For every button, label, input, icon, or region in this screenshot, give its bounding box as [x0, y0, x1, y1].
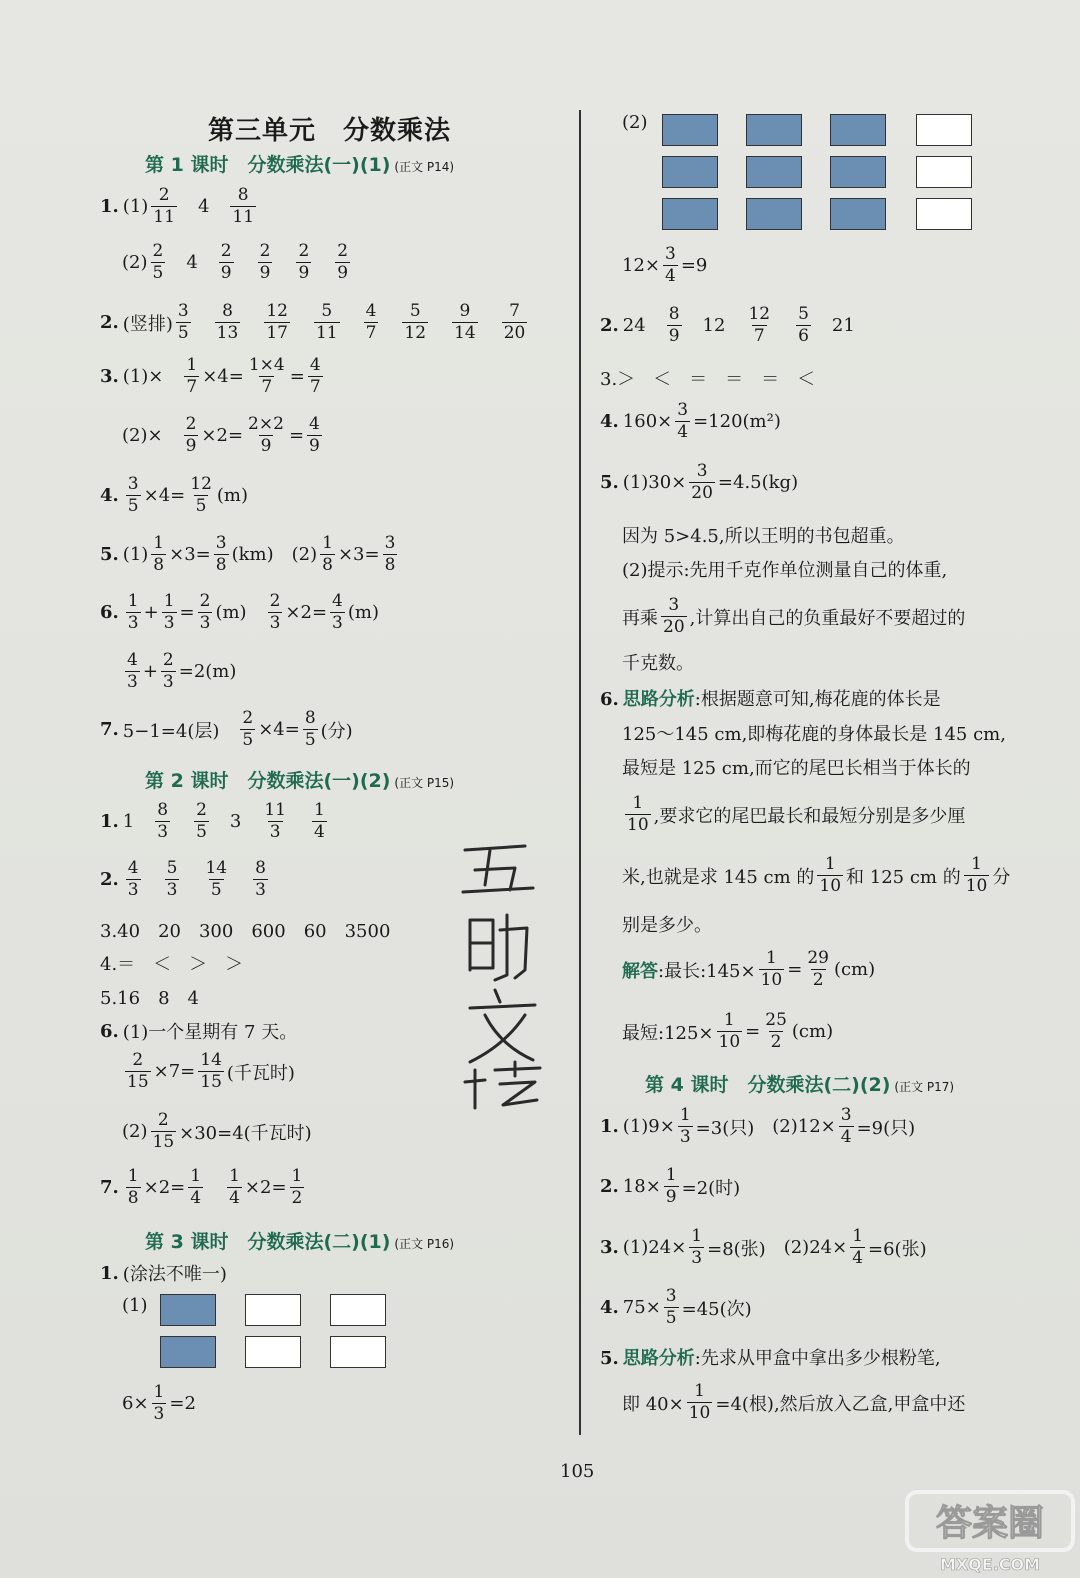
- l3-q5-hint-2: 再乘 $\frac{3}{20}$ ,计算出自己的负重最好不要超过的: [622, 595, 966, 637]
- l2-q4: 4.＝ ＜ ＞ ＞: [100, 954, 244, 975]
- page-number: 105: [560, 1461, 595, 1482]
- shaded-rect: [160, 1336, 216, 1368]
- shaded-rect: [662, 198, 718, 230]
- l1-q1b: (2) $\frac{2}{5}$ 4 $\frac{2}{9}$ $\frac{2}{9}$ $\frac{2}{9}$ $\frac{2}{9}$: [122, 241, 349, 283]
- l2-q7: 7. $\frac{1}{8}$ ×2= $\frac{1}{4}$ $\frac{1}{4}$ ×2= $\frac{1}{2}$: [100, 1166, 303, 1208]
- unshaded-rect: [330, 1336, 386, 1368]
- l3-q2: 2. 24 $\frac{8}{9}$ 12 $\frac{12}{7}$ $\frac{5}{6}$ 21: [600, 304, 855, 346]
- l4-q5-line2: 即 40× $\frac{1}{10}$ =4(根),然后放入乙盒,甲盒中还: [622, 1381, 966, 1423]
- l3-q6-line4: $\frac{1}{10}$ ,要求它的尾巴最长和最短分别是多少厘: [627, 793, 966, 835]
- lesson-1-ref: (正文 P14): [394, 160, 455, 174]
- l3-q5-reason: 因为 5>4.5,所以王明的书包超重。: [622, 526, 905, 547]
- l4-q2: 2. 18× $\frac{1}{9}$ =2(时): [600, 1165, 741, 1207]
- l1-q7: 7. 5−1=4(层) $\frac{2}{5}$ ×4= $\frac{8}{5}$ (分): [100, 708, 353, 750]
- l2-q3: 3.40 20 300 600 60 3500: [100, 921, 391, 942]
- l1-q6a: 6. $\frac{1}{3}$ + $\frac{1}{3}$ = $\frac{2}{3}$ (m) $\frac{2}{3}$ ×2= $\frac{4}{3}$ (m): [100, 591, 379, 633]
- l4-q3: 3. (1)24× $\frac{1}{3}$ =8(张) (2)24× $\frac{1}{4}$ =6(张): [600, 1226, 927, 1268]
- lesson-2-heading: [145, 766, 454, 793]
- shaded-rect: [746, 114, 802, 146]
- l3-q6-line2: 125～145 cm,即梅花鹿的身体最长是 145 cm,: [622, 724, 1006, 745]
- lesson-3-ref: (正文 P16): [394, 1237, 455, 1251]
- unshaded-rect: [330, 1294, 386, 1326]
- lesson-4-heading: [645, 1070, 954, 1097]
- l2-q6a: $\frac{2}{15}$ ×7= $\frac{14}{15}$ (千瓦时): [127, 1050, 295, 1092]
- shaded-rect: [830, 156, 886, 188]
- column-divider: [579, 110, 581, 1435]
- unshaded-rect: [916, 156, 972, 188]
- l3-q6-answer-min: 最短:125× $\frac{1}{10}$ = $\frac{25}{2}$ (cm): [622, 1010, 834, 1052]
- l3-q6-answer-max: 解答 :最长:145× $\frac{1}{10}$ = $\frac{29}{2}$ (cm): [622, 948, 876, 990]
- svg-text:MXQE.COM: MXQE.COM: [939, 1555, 1041, 1574]
- l4-q5-line1: 5. 思路分析:先求从甲盒中拿出多少根粉笔,: [600, 1348, 941, 1369]
- shaded-rect: [746, 198, 802, 230]
- l2-q2: 2. $\frac{4}{3}$ $\frac{5}{3}$ $\frac{14}{5}$ $\frac{8}{3}$: [100, 858, 266, 900]
- l1-q6b: $\frac{4}{3}$ + $\frac{2}{3}$ =2(m): [127, 650, 237, 692]
- l3-q1b-label: (2): [622, 112, 648, 133]
- l1-q3a: 3. (1)× $\frac{1}{7}$ ×4= $\frac{1\times 4}{7}$ = $\frac{4}{7}$: [100, 355, 321, 397]
- lesson-1-label: 第 1 课时 分数乘法(一)(1): [145, 154, 391, 176]
- shaded-rect: [830, 198, 886, 230]
- l3-q5a: 5. (1)30× $\frac{3}{20}$ =4.5(kg): [600, 461, 799, 503]
- l2-q5: 5.16 8 4: [100, 988, 199, 1009]
- l3-q1a-label: (1): [122, 1295, 148, 1316]
- l3-q6-line5: 米,也就是求 145 cm 的 $\frac{1}{10}$ 和 125 cm 的 $\frac{1}{10}$ 分: [622, 854, 1011, 896]
- l2-q1: 1. 1 $\frac{8}{3}$ $\frac{2}{5}$ 3 $\frac{11}{3}$ $\frac{1}{4}$: [100, 800, 325, 842]
- handwriting-annotation: [455, 830, 555, 1110]
- unshaded-rect: [245, 1294, 301, 1326]
- l3-q6-line3: 最短是 125 cm,而它的尾巴长相当于体长的: [622, 758, 971, 779]
- l3-q1b-calc: 12× $\frac{3}{4}$ =9: [622, 244, 708, 286]
- l3-q1a-calc: 6× $\frac{1}{3}$ =2: [122, 1382, 196, 1424]
- unshaded-rect: [245, 1336, 301, 1368]
- lesson-4-label: 第 4 课时 分数乘法(二)(2): [645, 1074, 891, 1096]
- lesson-3-label: 第 3 课时 分数乘法(二)(1): [145, 1231, 391, 1253]
- lesson-2-label: 第 2 课时 分数乘法(一)(2): [145, 770, 391, 792]
- watermark-logo: [905, 1490, 1075, 1575]
- l1-q1a: 1. (1) $\frac{2}{11}$ 4 $\frac{8}{11}$: [100, 185, 255, 227]
- lesson-3-heading: [145, 1227, 454, 1254]
- lesson-1-heading: [145, 150, 454, 177]
- l1-q4: 4. $\frac{3}{5}$ ×4= $\frac{12}{5}$ (m): [100, 474, 249, 516]
- l3-q5-hint-3: 千克数。: [622, 653, 694, 674]
- shaded-rect: [746, 156, 802, 188]
- l2-q6b: (2) $\frac{2}{15}$ ×30=4(千瓦时): [122, 1110, 312, 1152]
- l3-q4: 4. 160× $\frac{3}{4}$ =120(m²): [600, 400, 781, 442]
- l3-q3: 3.＞ ＜ ＝ ＝ ＝ ＜: [600, 369, 816, 390]
- svg-text:答案圈: 答案圈: [935, 1503, 1045, 1544]
- l4-q4: 4. 75× $\frac{3}{5}$ =45(次): [600, 1286, 752, 1328]
- shaded-rect: [830, 114, 886, 146]
- lesson-4-ref: (正文 P17): [894, 1080, 955, 1094]
- l1-q2: 2. (竖排) $\frac{3}{5}$ $\frac{8}{13}$ $\frac{12}{17}$ $\frac{5}{11}$ $\frac{4}{7}$ $\frac{5}{12}$ $\frac{9}{14}$ $\frac{7}{20}$: [100, 301, 526, 343]
- shaded-rect: [662, 156, 718, 188]
- l4-q1: 1. (1)9× $\frac{1}{3}$ =3(只) (2)12× $\frac{3}{4}$ =9(只): [600, 1105, 916, 1147]
- lesson-2-ref: (正文 P15): [394, 776, 455, 790]
- l3-q6-line6: 别是多少。: [622, 915, 712, 936]
- shaded-rect: [662, 114, 718, 146]
- l3-q5-hint: (2)提示:先用千克作单位测量自己的体重,: [622, 560, 948, 581]
- l3-q1-text: 1. (涂法不唯一): [100, 1262, 227, 1285]
- shaded-rect: [160, 1294, 216, 1326]
- l2-q6-text: 6. (1)一个星期有 7 天。: [100, 1020, 298, 1043]
- l1-q3b: (2)× $\frac{2}{9}$ ×2= $\frac{2\times 2}{9}$ = $\frac{4}{9}$: [122, 414, 320, 456]
- l1-q5: 5. (1) $\frac{1}{8}$ ×3= $\frac{3}{8}$ (km) (2) $\frac{1}{8}$ ×3= $\frac{3}{8}$: [100, 533, 396, 575]
- unshaded-rect: [916, 114, 972, 146]
- l3-q6-line1: 6. 思路分析:根据题意可知,梅花鹿的体长是: [600, 689, 941, 710]
- unit-title: 第三单元 分数乘法: [208, 116, 452, 146]
- unshaded-rect: [916, 198, 972, 230]
